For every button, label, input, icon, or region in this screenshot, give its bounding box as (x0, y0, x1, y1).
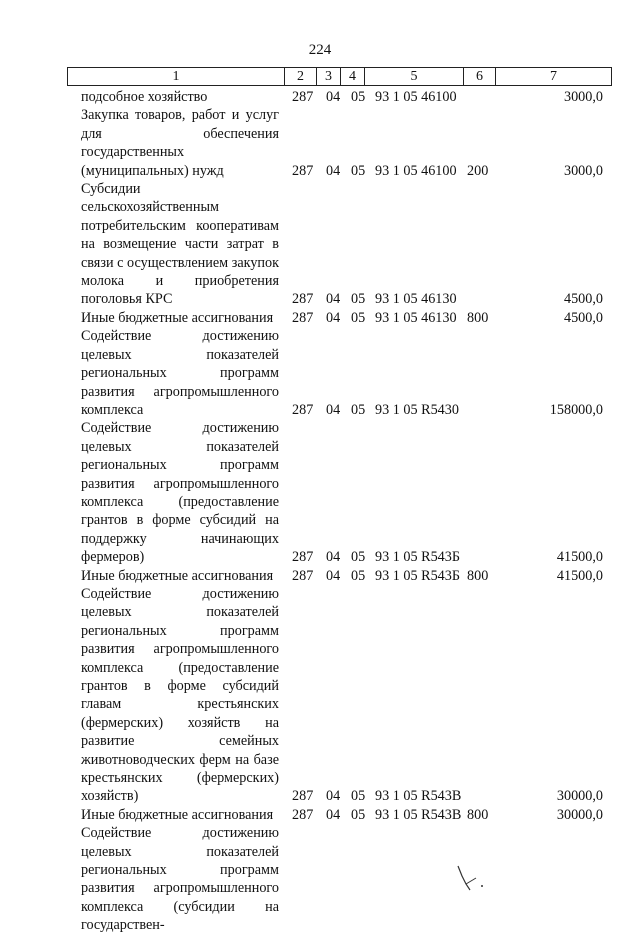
amount: 3000,0 (563, 89, 603, 106)
header-col-7: 7 (496, 68, 612, 86)
row-description: Субсидии сельскохозяйственным потребительским кооперативам на возмещение части затрат в связи с осуществлением закупок молока и приобретения поголовья КРС (81, 181, 279, 308)
section-code: 04 (326, 549, 341, 566)
row-description: Иные бюджетные ассигнования (81, 806, 274, 823)
target-article-code: 93 1 05 46130 (375, 309, 457, 326)
section-code: 04 (326, 806, 341, 823)
amount: 4500,0 (563, 309, 603, 326)
pen-mark (452, 860, 492, 900)
target-article-code: 93 1 05 R543Б (375, 567, 461, 584)
expense-type-code: 800 (467, 806, 489, 823)
column-header-row (67, 67, 612, 86)
expense-type-code: 800 (467, 567, 489, 584)
admin-code: 287 (292, 788, 314, 805)
amount: 4500,0 (563, 291, 603, 308)
row-description: Иные бюджетные ассигнования (81, 309, 274, 326)
table-row (0, 88, 640, 106)
admin-code: 287 (292, 162, 314, 179)
subsection-code: 05 (351, 401, 366, 418)
target-article-code: 93 1 05 46100 (375, 162, 457, 179)
section-code: 04 (326, 309, 341, 326)
section-code: 04 (326, 788, 341, 805)
row-codes (0, 290, 640, 308)
amount: 30000,0 (556, 806, 603, 823)
target-article-code: 93 1 05 R543В (375, 788, 462, 805)
table-row (0, 567, 640, 585)
admin-code: 287 (292, 806, 314, 823)
header-col-6: 6 (464, 68, 496, 86)
subsection-code: 05 (351, 806, 366, 823)
expense-type-code: 200 (467, 162, 489, 179)
target-article-code: 93 1 05 46130 (375, 291, 457, 308)
amount: 41500,0 (556, 549, 603, 566)
target-article-code: 93 1 05 46100 (375, 89, 457, 106)
row-description: Содействие достижению целевых показателей региональных программ развития агропромышленного комплекса (предоставление грантов в форме субсидий на поддержку начинающих фермеров) (81, 420, 279, 566)
subsection-code: 05 (351, 89, 366, 106)
table-row (0, 180, 640, 309)
table-row (0, 806, 640, 824)
header-col-5: 5 (365, 68, 464, 86)
row-codes (0, 787, 640, 805)
row-description: Содействие достижению целевых показателей региональных программ развития агропромышленного комплекса (81, 328, 279, 418)
table-row (0, 824, 640, 934)
subsection-code: 05 (351, 788, 366, 805)
target-article-code: 93 1 05 R543Б (375, 549, 461, 566)
section-code: 04 (326, 567, 341, 584)
amount: 30000,0 (556, 788, 603, 805)
section-code: 04 (326, 162, 341, 179)
row-codes (0, 401, 640, 419)
page-number: 224 (308, 42, 332, 58)
header-col-2: 2 (285, 68, 317, 86)
amount: 158000,0 (549, 401, 603, 418)
section-code: 04 (326, 401, 341, 418)
header-col-3: 3 (317, 68, 341, 86)
row-description: подсобное хозяйство (81, 89, 208, 105)
row-codes (0, 567, 640, 585)
target-article-code: 93 1 05 R543В (375, 806, 462, 823)
amount: 41500,0 (556, 567, 603, 584)
header-col-4: 4 (341, 68, 365, 86)
table-row (0, 309, 640, 327)
amount: 3000,0 (563, 162, 603, 179)
admin-code: 287 (292, 89, 314, 106)
table-row (0, 106, 640, 180)
admin-code: 287 (292, 291, 314, 308)
header-col-1: 1 (68, 68, 285, 86)
row-description: Закупка товаров, работ и услуг для обеспечения государственных (муниципальных) нужд (81, 107, 279, 179)
admin-code: 287 (292, 567, 314, 584)
target-article-code: 93 1 05 R5430 (375, 401, 459, 418)
expense-type-code: 800 (467, 309, 489, 326)
row-codes (0, 309, 640, 327)
row-description: Содействие достижению целевых показателей региональных программ развития агропромышленного комплекса (предоставление грантов в форме субсидий главам крестьянских (фермерских) хозяйств на развитие семейных животноводческих ферм на базе крестьянских (фермерских) хозяйств) (81, 585, 279, 805)
row-description: Иные бюджетные ассигнования (81, 567, 274, 584)
row-codes (0, 162, 640, 180)
admin-code: 287 (292, 309, 314, 326)
admin-code: 287 (292, 549, 314, 566)
subsection-code: 05 (351, 549, 366, 566)
table-row (0, 585, 640, 806)
row-codes (0, 916, 640, 934)
row-description: Содействие достижению целевых показателей региональных программ развития агропромышленного комплекса (субсидии на государствен- (81, 825, 279, 934)
subsection-code: 05 (351, 162, 366, 179)
section-code: 04 (326, 89, 341, 106)
subsection-code: 05 (351, 567, 366, 584)
row-codes (0, 806, 640, 824)
budget-table-body (0, 88, 640, 935)
table-row (0, 419, 640, 566)
row-codes (0, 88, 640, 106)
row-codes (0, 548, 640, 566)
subsection-code: 05 (351, 291, 366, 308)
section-code: 04 (326, 291, 341, 308)
subsection-code: 05 (351, 309, 366, 326)
admin-code: 287 (292, 401, 314, 418)
table-row (0, 327, 640, 419)
